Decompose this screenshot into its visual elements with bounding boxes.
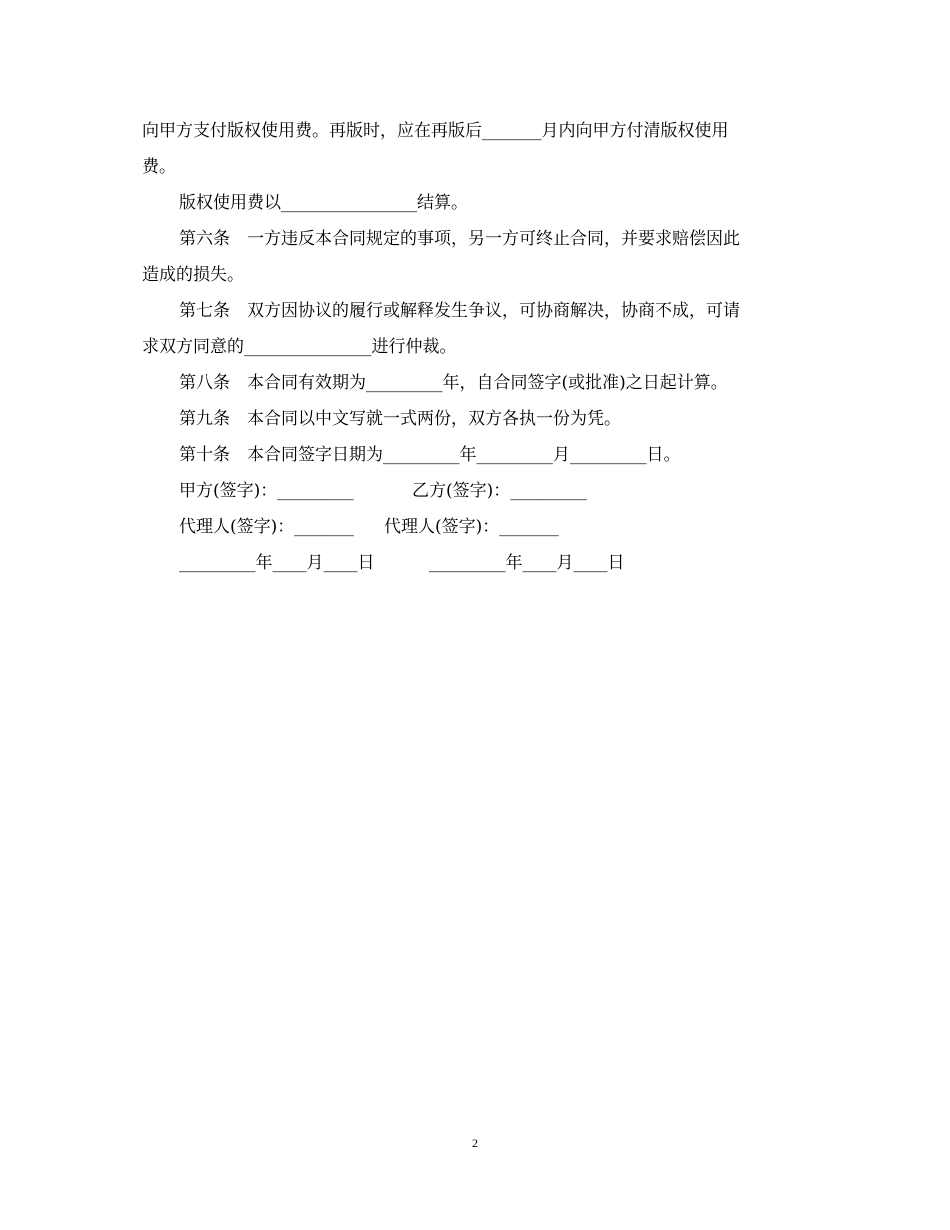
paragraph-line: 版权使用费以________________结算。 xyxy=(179,193,468,213)
party-b-signature: 乙方(签字)：_________ xyxy=(412,481,587,501)
paragraph-line: 第八条 本合同有效期为_________年，自合同签字(或批准)之日起计算。 xyxy=(179,373,728,393)
paragraph-line: 求双方同意的_______________进行仲裁。 xyxy=(142,337,457,357)
signature-row-agents xyxy=(142,509,802,545)
agent-a-signature: 代理人(签字)：_______ xyxy=(179,517,354,537)
signature-row-dates xyxy=(142,545,802,581)
party-a-signature: 甲方(签字)：_________ xyxy=(179,481,354,501)
paragraph-line: 第九条 本合同以中文写就一式两份，双方各执一份为凭。 xyxy=(179,409,621,429)
agent-b-signature: 代理人(签字)：_______ xyxy=(384,517,559,537)
signature-row-parties xyxy=(142,473,802,509)
page-number: 2 xyxy=(472,1136,478,1150)
paragraph-settlement xyxy=(142,185,802,221)
paragraph-article-8 xyxy=(142,365,802,401)
paragraph-article-6 xyxy=(142,221,802,293)
contract-body xyxy=(142,113,802,581)
paragraph-payment-reprint xyxy=(142,113,802,185)
date-b: _________年____月____日 xyxy=(429,553,625,573)
paragraph-line: 第七条 双方因协议的履行或解释发生争议，可协商解决，协商不成，可请 xyxy=(179,301,740,321)
paragraph-article-9 xyxy=(142,401,802,437)
paragraph-line: 造成的损失。 xyxy=(142,265,244,285)
paragraph-line: 向甲方支付版权使用费。再版时，应在再版后_______月内向甲方付清版权使用 xyxy=(142,121,729,141)
date-a: _________年____月____日 xyxy=(179,553,375,573)
paragraph-line: 第十条 本合同签字日期为_________年_________月_________日。 xyxy=(179,445,681,465)
paragraph-article-7 xyxy=(142,293,802,365)
paragraph-line: 第六条 一方违反本合同规定的事项，另一方可终止合同，并要求赔偿因此 xyxy=(179,229,740,249)
paragraph-line: 费。 xyxy=(142,157,176,177)
paragraph-article-10 xyxy=(142,437,802,473)
